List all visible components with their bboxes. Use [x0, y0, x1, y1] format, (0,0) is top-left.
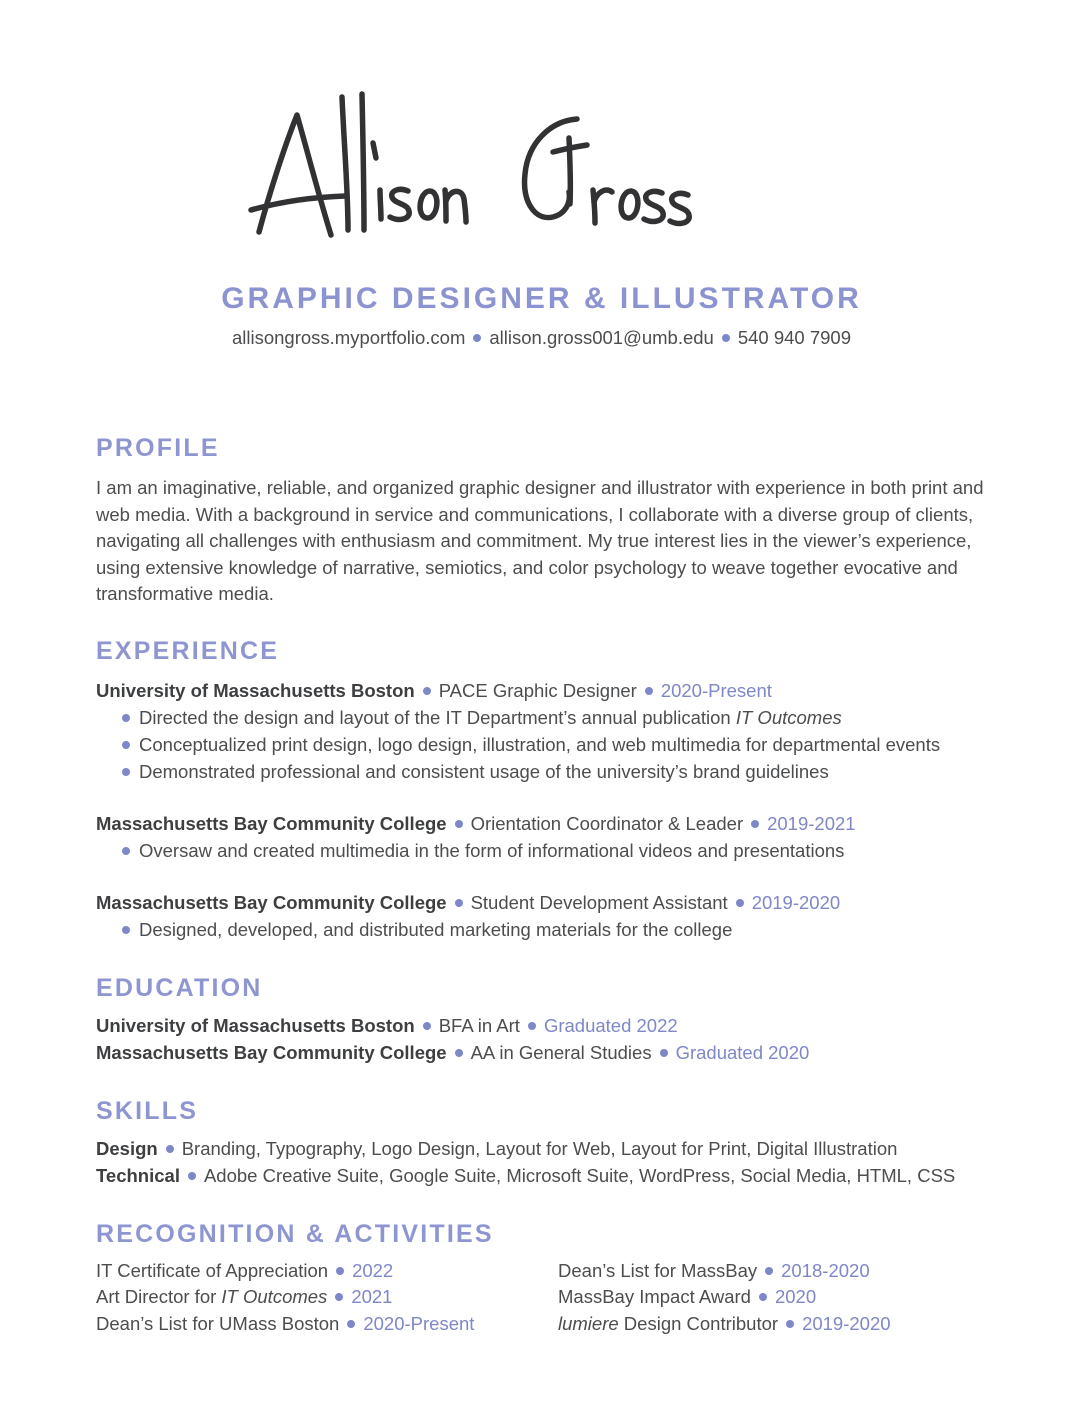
- company-name: Massachusetts Bay Community College: [96, 812, 447, 834]
- skill-category-label: Technical: [96, 1164, 180, 1186]
- skill-items: Branding, Typography, Logo Design, Layout for Web, Layout for Print, Digital Illustration: [181, 1137, 898, 1159]
- profile-text: I am an imaginative, reliable, and organized graphic designer and illustrator with experience in both print and web media. With a background in service and communications, I collaborate with a diverse group of clients, navigating all challenges with enthusiasm and commitment. My true interest lies in the viewer’s experience, using extensive knowledge of narrative, semiotics, and color psychology to weave together evocative and transformative media.: [96, 477, 984, 604]
- job-dates: 2020-Present: [660, 679, 772, 701]
- degree: AA in General Studies: [470, 1041, 652, 1063]
- experience-entry: [96, 810, 986, 864]
- recognition-item: [558, 1311, 986, 1338]
- education-list: [96, 1012, 986, 1066]
- job-dates: 2019-2021: [767, 812, 856, 834]
- graduation-date: Graduated 2022: [543, 1014, 678, 1036]
- job-bullet-text: [139, 758, 829, 785]
- graduation-date: Graduated 2020: [675, 1041, 810, 1063]
- recognition-left-column: [96, 1258, 558, 1338]
- skill-row: [96, 1135, 986, 1162]
- bullet-separator-icon: [645, 687, 653, 695]
- recognition-text-pre: IT Certificate of Appreciation: [96, 1259, 329, 1281]
- recognition-date: 2021: [351, 1286, 393, 1307]
- bullet-separator-icon: [528, 1022, 536, 1030]
- recognition-right-column: [558, 1258, 986, 1338]
- bullet-text-pre: Conceptualized print design, logo design, illustration, and web multimedia for departmental events: [139, 733, 941, 755]
- bullet-separator-icon: [336, 1267, 344, 1275]
- education-entry: [96, 1012, 986, 1039]
- recognition-date: 2019-2020: [802, 1312, 891, 1334]
- bullet-icon: [122, 847, 130, 855]
- job-role: Orientation Coordinator & Leader: [470, 812, 744, 834]
- experience-entry: [96, 677, 986, 785]
- recognition-text-italic: lumiere: [558, 1312, 619, 1334]
- bullet-separator-icon: [423, 687, 431, 695]
- bullet-separator-icon: [188, 1172, 196, 1180]
- recognition-item: [558, 1284, 986, 1311]
- recognition-text-pre: Dean’s List for UMass Boston: [96, 1312, 340, 1334]
- job-bullet-text: [139, 837, 844, 864]
- bullet-separator-icon: [473, 334, 481, 342]
- school-name: University of Massachusetts Boston: [96, 1014, 415, 1036]
- recognition-date: 2022: [352, 1259, 394, 1281]
- job-role: Student Development Assistant: [470, 891, 728, 913]
- company-name: Massachusetts Bay Community College: [96, 891, 447, 913]
- recognition-grid: [96, 1258, 986, 1338]
- bullet-icon: [122, 768, 130, 776]
- job-header: [96, 810, 986, 837]
- company-name: University of Massachusetts Boston: [96, 679, 415, 701]
- recognition-item: [96, 1258, 558, 1285]
- recognition-item: [558, 1258, 986, 1285]
- profile-section: [96, 434, 986, 608]
- bullet-separator-icon: [455, 1049, 463, 1057]
- name-text: [542, 268, 543, 269]
- bullet-separator-icon: [423, 1022, 431, 1030]
- education-section: [96, 974, 986, 1066]
- school-name: Massachusetts Bay Community College: [96, 1041, 447, 1063]
- email-link[interactable]: allison.gross001@umb.edu: [489, 327, 714, 348]
- job-dates: 2019-2020: [751, 891, 841, 913]
- bullet-separator-icon: [455, 820, 463, 828]
- phone-number: 540 940 7909: [737, 327, 852, 348]
- skill-items: Adobe Creative Suite, Google Suite, Microsoft Suite, WordPress, Social Media, HTML, CSS: [203, 1164, 956, 1186]
- job-bullet-text: [139, 704, 842, 731]
- signature-name: [0, 0, 1083, 268]
- job-bullet: [96, 704, 986, 731]
- recognition-date: 2018-2020: [781, 1259, 870, 1281]
- bullet-separator-icon: [736, 899, 744, 907]
- bullet-icon: [122, 714, 130, 722]
- recognition-section: [96, 1220, 986, 1338]
- experience-heading: EXPERIENCE: [96, 636, 280, 665]
- job-header: [96, 677, 986, 704]
- skill-category-label: Design: [96, 1137, 158, 1159]
- bullet-separator-icon: [759, 1293, 767, 1301]
- bullet-separator-icon: [335, 1293, 343, 1301]
- bullet-separator-icon: [722, 334, 730, 342]
- degree: BFA in Art: [438, 1014, 520, 1036]
- bullet-text-pre: Directed the design and layout of the IT Department’s annual publication: [139, 706, 736, 728]
- bullet-separator-icon: [751, 820, 759, 828]
- bullet-text-pre: Oversaw and created multimedia in the form of informational videos and presentations: [139, 839, 845, 861]
- job-bullet: [96, 758, 986, 785]
- resume-header: [0, 0, 1083, 349]
- bullet-text-italic: IT Outcomes: [735, 706, 842, 728]
- education-heading: EDUCATION: [96, 973, 263, 1002]
- recognition-text-pre: MassBay Impact Award: [558, 1286, 751, 1307]
- bullet-separator-icon: [765, 1267, 773, 1275]
- handwritten-name-drawing: [222, 88, 862, 268]
- skills-section: [96, 1097, 986, 1189]
- recognition-text-pre: Dean’s List for MassBay: [558, 1259, 758, 1281]
- recognition-date: 2020: [774, 1286, 817, 1307]
- experience-entry: [96, 889, 986, 943]
- recognition-heading: RECOGNITION & ACTIVITIES: [96, 1219, 494, 1248]
- job-title: GRAPHIC DESIGNER & ILLUSTRATOR: [221, 282, 862, 315]
- contact-line: [0, 327, 1083, 349]
- bullet-icon: [122, 741, 130, 749]
- recognition-date: 2020-Present: [363, 1312, 475, 1334]
- recognition-text-post: Design Contributor: [618, 1312, 779, 1334]
- job-role: PACE Graphic Designer: [438, 679, 637, 701]
- skill-row: [96, 1162, 986, 1189]
- skills-heading: SKILLS: [96, 1096, 199, 1125]
- bullet-icon: [122, 926, 130, 934]
- bullet-text-pre: Designed, developed, and distributed marketing materials for the college: [139, 918, 733, 940]
- recognition-item: [96, 1311, 558, 1338]
- job-bullet-text: [139, 916, 732, 943]
- bullet-separator-icon: [166, 1145, 174, 1153]
- bullet-separator-icon: [347, 1320, 355, 1328]
- job-bullet: [96, 731, 986, 758]
- skills-list: [96, 1135, 986, 1189]
- recognition-text-pre: Art Director for: [96, 1286, 222, 1307]
- recognition-item: [96, 1284, 558, 1311]
- bullet-text-pre: Demonstrated professional and consistent usage of the university’s brand guidelines: [139, 760, 829, 782]
- bullet-separator-icon: [660, 1049, 668, 1057]
- experience-section: [96, 637, 986, 943]
- bullet-separator-icon: [455, 899, 463, 907]
- job-bullet: [96, 916, 986, 943]
- recognition-text-italic: IT Outcomes: [221, 1286, 328, 1307]
- bullet-separator-icon: [786, 1320, 794, 1328]
- job-bullet: [96, 837, 986, 864]
- job-bullet-text: [139, 731, 940, 758]
- profile-heading: PROFILE: [96, 434, 220, 462]
- job-header: [96, 889, 986, 916]
- education-entry: [96, 1039, 986, 1066]
- website-link[interactable]: allisongross.myportfolio.com: [231, 327, 466, 348]
